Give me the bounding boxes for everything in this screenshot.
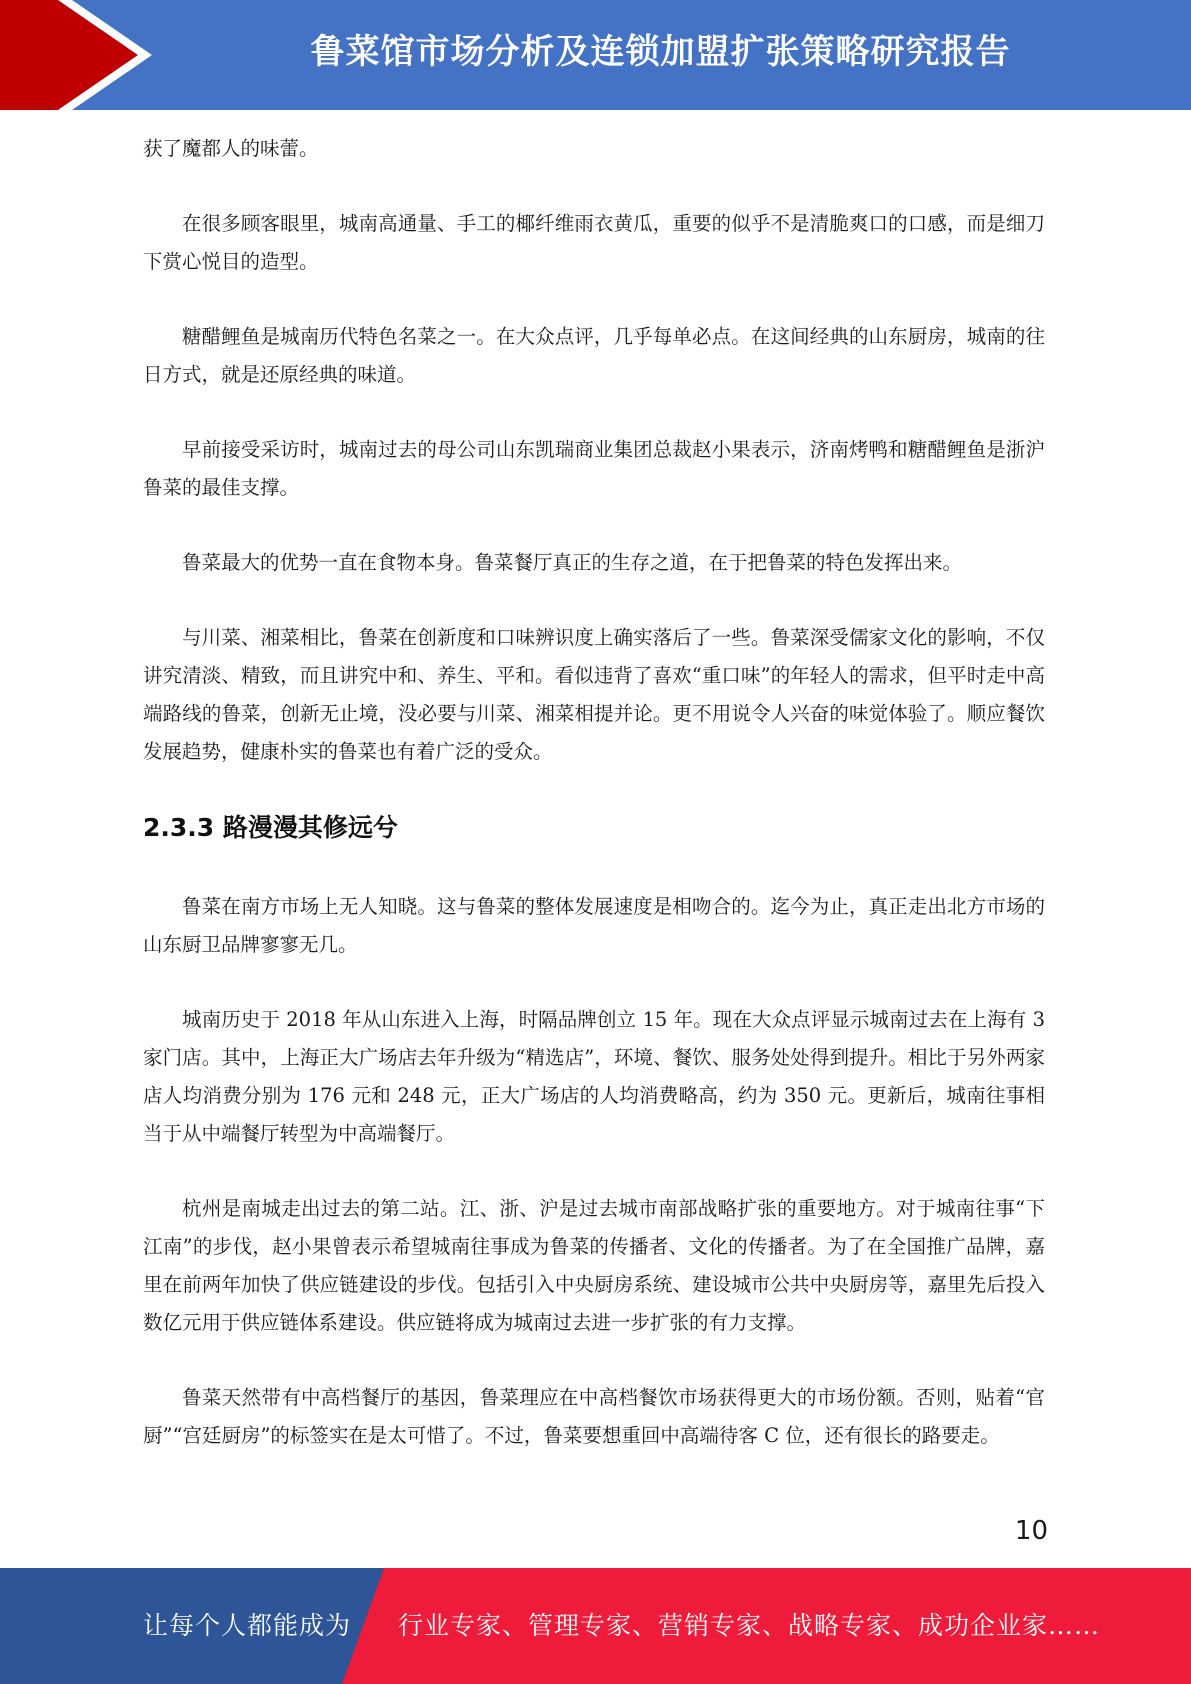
paragraph: 杭州是南城走出过去的第二站。江、浙、沪是过去城市南部战略扩张的重要地方。对于城南往事“下江南”的步伐，赵小果曾表示希望城南往事成为鲁菜的传播者、文化的传播者。为了在全国推广品牌，嘉里在前两年加快了供应链建设的步伐。包括引入中央厨房系统、建设城市公共中央厨房等，嘉里先后投入数亿元用于供应链体系建设。供应链将成为城南过去进一步扩张的有力支撑。: [143, 1197, 1045, 1334]
paragraph: 获了魔都人的味蕾。: [143, 137, 319, 160]
paragraph: 鲁菜在南方市场上无人知晓。这与鲁菜的整体发展速度是相吻合的。迄今为止，真正走出北方市场的山东厨卫品牌寥寥无几。: [143, 895, 1045, 956]
document-title: 鲁菜馆市场分析及连锁加盟扩张策略研究报告: [310, 32, 1011, 72]
page-content: [143, 130, 1045, 1492]
footer-slogan-left: 让每个人都能成为: [143, 1611, 352, 1640]
paragraph: 鲁菜最大的优势一直在食物本身。鲁菜餐厅真正的生存之道，在于把鲁菜的特色发挥出来。: [182, 551, 963, 574]
header-arrow-decoration: [0, 0, 170, 110]
paragraph: 鲁菜天然带有中高档餐厅的基因，鲁菜理应在中高档餐饮市场获得更大的市场份额。否则，贴着“官厨”“宫廷厨房”的标签实在是太可惜了。不过，鲁菜要想重回中高端待客 C 位，还有很长的路要走。: [143, 1386, 1045, 1447]
paragraph: 糖醋鲤鱼是城南历代特色名菜之一。在大众点评，几乎每单必点。在这间经典的山东厨房，城南的往日方式，就是还原经典的味道。: [143, 325, 1045, 386]
footer-slogan-right: 行业专家、管理专家、营销专家、战略专家、成功企业家……: [398, 1611, 1101, 1640]
paragraph: 在很多顾客眼里，城南高通量、手工的椰纤维雨衣黄瓜，重要的似乎不是清脆爽口的口感，而是细刀下赏心悦目的造型。: [143, 212, 1045, 273]
page-header: [0, 0, 1191, 110]
page-number: 10: [1014, 1516, 1048, 1546]
page-footer: [0, 1568, 1191, 1684]
paragraph: 与川菜、湘菜相比，鲁菜在创新度和口味辨识度上确实落后了一些。鲁菜深受儒家文化的影响，不仅讲究清淡、精致，而且讲究中和、养生、平和。看似违背了喜欢“重口味”的年轻人的需求，但平时走中高端路线的鲁菜，创新无止境，没必要与川菜、湘菜相提并论。更不用说令人兴奋的味觉体验了。顺应餐饮发展趋势，健康朴实的鲁菜也有着广泛的受众。: [143, 626, 1045, 763]
paragraph: 城南历史于 2018 年从山东进入上海，时隔品牌创立 15 年。现在大众点评显示城南过去在上海有 3 家门店。其中，上海正大广场店去年升级为“精选店”，环境、餐饮、服务处处得到提升。相比于另外两家店人均消费分别为 176 元和 248 元，正大广场店的人均消费略高，约为 350 元。更新后，城南往事相当于从中端餐厅转型为中高端餐厅。: [143, 1008, 1045, 1145]
section-heading: 2.3.3 路漫漫其修远兮: [143, 813, 398, 842]
paragraph: 早前接受采访时，城南过去的母公司山东凯瑞商业集团总裁赵小果表示，济南烤鸭和糖醋鲤鱼是浙沪鲁菜的最佳支撑。: [143, 438, 1045, 499]
